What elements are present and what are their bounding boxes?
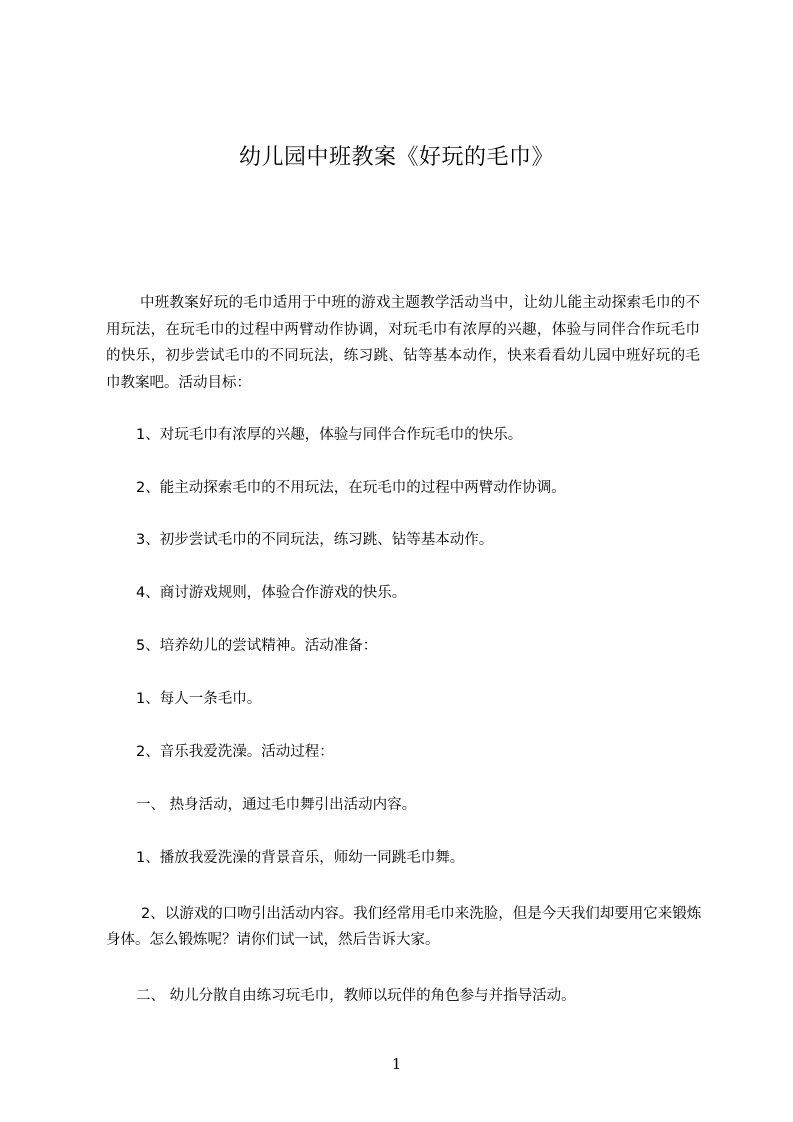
intro-paragraph: 中班教案好玩的毛巾适用于中班的游戏主题教学活动当中，让幼儿能主动探索毛巾的不用玩法，在玩毛巾的过程中两臂动作协调，对玩毛巾有浓厚的兴趣，体验与同伴合作玩毛巾的快乐，初步尝试毛巾的不同玩法，练习跳、钻等基本动作，快来看看幼儿园中班好玩的毛巾教案吧。活动目标： <box>106 295 700 391</box>
goal-item-4: 4、商讨游戏规则，体验合作游戏的快乐。 <box>136 585 407 601</box>
step1-item-2: 2、以游戏的口吻引出活动内容。我们经常用毛巾来洗脸，但是今天我们却要用它来锻炼身体。怎么锻炼呢？请你们试一试，然后告诉大家。 <box>106 906 702 948</box>
page-number: 1 <box>391 1055 402 1073</box>
step-heading-1: 一、 热身活动，通过毛巾舞引出活动内容。 <box>136 797 417 813</box>
document-title: 幼儿园中班教案《好玩的毛巾》 <box>238 145 554 170</box>
goal-item-3: 3、初步尝试毛巾的不同玩法，练习跳、钻等基本动作。 <box>136 532 494 548</box>
goal-item-5: 5、培养幼儿的尝试精神。活动准备： <box>136 638 378 654</box>
prep-item-2: 2、音乐我爱洗澡。活动过程： <box>136 744 334 760</box>
prep-item-1: 1、每人一条毛巾。 <box>136 691 262 707</box>
goal-item-2: 2、能主动探索毛巾的不用玩法，在玩毛巾的过程中两臂动作协调。 <box>136 480 566 496</box>
step-heading-2: 二、 幼儿分散自由练习玩毛巾，教师以玩伴的角色参与并指导活动。 <box>136 988 576 1004</box>
step1-item-1: 1、播放我爱洗澡的背景音乐，师幼一同跳毛巾舞。 <box>136 850 465 866</box>
goal-item-1: 1、对玩毛巾有浓厚的兴趣，体验与同伴合作玩毛巾的快乐。 <box>136 427 523 443</box>
